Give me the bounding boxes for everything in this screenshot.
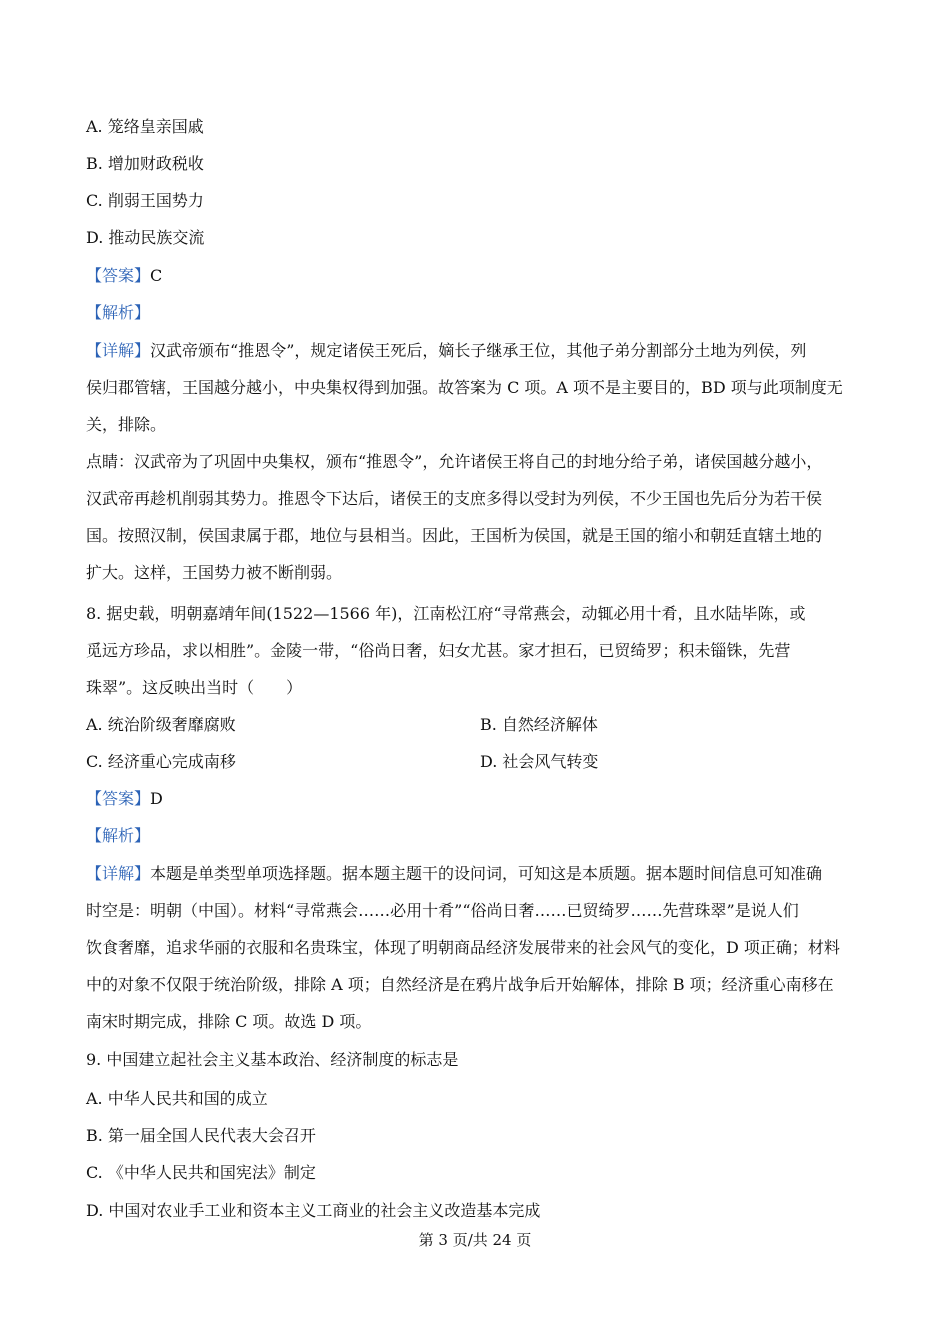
- q9-option-a: A. 中华人民共和国的成立: [86, 1089, 268, 1108]
- q8-answer: [86, 787, 163, 811]
- detail-line-1: 【详解】汉武帝颁布“推恩令”，规定诸侯王死后，嫡长子继承王位，其他子弟分割部分土地为列侯，列: [86, 341, 807, 360]
- q9-option-b: B. 第一届全国人民代表大会召开: [86, 1126, 316, 1145]
- q7-detail: [86, 332, 868, 443]
- q7-answer: [86, 264, 162, 288]
- q7-analysis-tag: 【解析】: [86, 303, 151, 322]
- detail-tag: 【详解】: [86, 864, 151, 883]
- answer-tag: 【答案】: [86, 266, 151, 285]
- detail-line-1: 【详解】本题是单类型单项选择题。据本题主题干的设问词，可知这是本质题。据本题时间信息可知准确: [86, 864, 823, 883]
- q8-analysis-tag: 【解析】: [86, 826, 151, 845]
- detail-line-5: 南宋时期完成，排除 C 项。故选 D 项。: [86, 1012, 372, 1031]
- detail-line-3: 关，排除。: [86, 415, 167, 434]
- q8-option-a: A. 统治阶级奢靡腐败: [86, 715, 236, 734]
- detail-line-4: 中的对象不仅限于统治阶级，排除 A 项；自然经济是在鸦片战争后开始解体，排除 B 项；经济重心南移在: [86, 975, 834, 994]
- q9-stem: 9. 中国建立起社会主义基本政治、经济制度的标志是: [86, 1050, 459, 1069]
- q9-option-d: D. 中国对农业手工业和资本主义工商业的社会主义改造基本完成: [86, 1201, 541, 1220]
- q8-detail: [86, 855, 868, 1040]
- q7-option-b: B. 增加财政税收: [86, 154, 204, 173]
- detail-tag: 【详解】: [86, 341, 151, 360]
- q7-option-d: D. 推动民族交流: [86, 228, 205, 247]
- note-line-4: 扩大。这样，王国势力被不断削弱。: [86, 563, 343, 582]
- answer-value: C: [150, 266, 163, 285]
- q8-option-c: C. 经济重心完成南移: [86, 752, 236, 771]
- q8-option-b: B. 自然经济解体: [480, 715, 598, 734]
- detail-line-3: 饮食奢靡，追求华丽的衣服和名贵珠宝，体现了明朝商品经济发展带来的社会风气的变化，D 项正确；材料: [86, 938, 840, 957]
- q7-option-a: A. 笼络皇亲国戚: [86, 117, 204, 136]
- q8-stem: [86, 595, 868, 706]
- note-line-3: 国。按照汉制，侯国隶属于郡，地位与县相当。因此，王国析为侯国，就是王国的缩小和朝廷直辖土地的: [86, 526, 823, 545]
- page-footer: 第 3 页/共 24 页: [418, 1231, 532, 1249]
- q7-option-c: C. 削弱王国势力: [86, 191, 204, 210]
- q8-stem-line-1: 8. 据史载，明朝嘉靖年间(1522—1566 年)，江南松江府“寻常燕会，动辄必用十肴，且水陆毕陈，或: [86, 604, 806, 623]
- answer-tag: 【答案】: [86, 789, 151, 808]
- q8-stem-line-2: 觅远方珍品，求以相胜”。金陵一带，“俗尚日奢，妇女尤甚。家才担石，已贸绮罗；积未锱铢，先营: [86, 641, 791, 660]
- q8-stem-line-3: 珠翠”。这反映出当时（ ）: [86, 678, 303, 697]
- note-line-1: 点睛：汉武帝为了巩固中央集权，颁布“推恩令”，允许诸侯王将自己的封地分给子弟，诸侯国越分越小，: [86, 452, 823, 471]
- answer-value: D: [150, 789, 163, 808]
- q8-option-d: D. 社会风气转变: [480, 752, 599, 771]
- detail-line-2: 时空是：明朝（中国）。材料“寻常燕会……必用十肴”“俗尚日奢……已贸绮罗……先营珠翠”是说人们: [86, 901, 799, 920]
- q9-option-c: C. 《中华人民共和国宪法》制定: [86, 1163, 316, 1182]
- q7-note: [86, 443, 868, 591]
- detail-line-2: 侯归郡管辖，王国越分越小，中央集权得到加强。故答案为 C 项。A 项不是主要目的，BD 项与此项制度无: [86, 378, 843, 397]
- note-line-2: 汉武帝再趁机削弱其势力。推恩令下达后，诸侯王的支庶多得以受封为列侯，不少王国也先后分为若干侯: [86, 489, 823, 508]
